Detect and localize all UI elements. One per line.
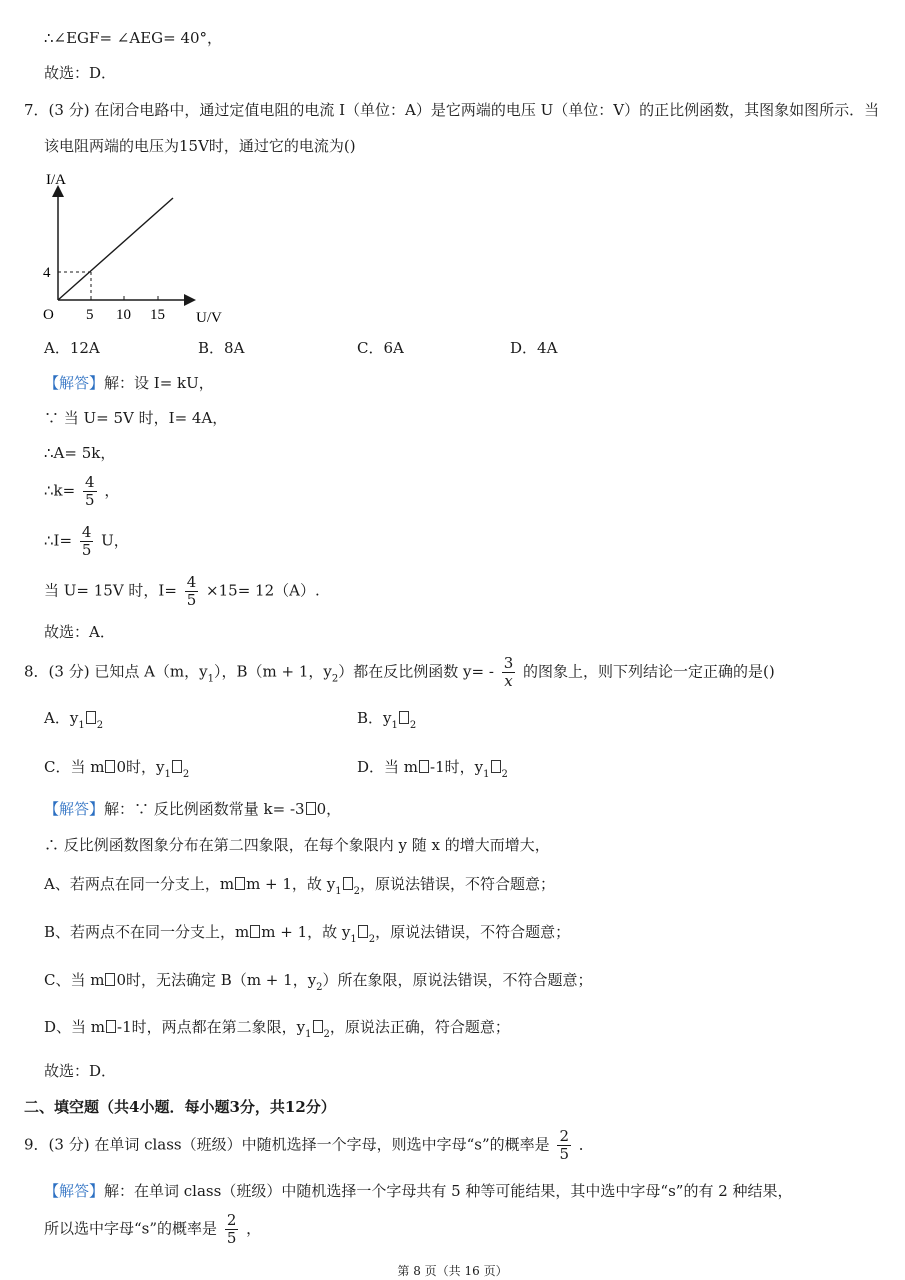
y-axis-label: I/A bbox=[46, 172, 66, 188]
q9-solution-line-2: 所以选中字母“s”的概率是 $\frac{2}{5}$ ， bbox=[44, 1211, 262, 1247]
angle-conclusion-line: ∴∠EGF= ∠AEG= 40°， bbox=[44, 29, 223, 47]
x-tick-label-10: 10 bbox=[116, 307, 131, 323]
q7-s6-suffix: ×15= 12（A）. bbox=[206, 581, 320, 600]
q7-solution-line-1 bbox=[44, 373, 214, 393]
q7-graph bbox=[38, 168, 238, 328]
q8-choice: 故选：D． bbox=[44, 1062, 117, 1080]
fraction: $\frac{4}{5}$ bbox=[186, 573, 197, 609]
fraction: $\frac{2}{5}$ bbox=[559, 1127, 569, 1163]
q7-option-c: C．6A bbox=[357, 339, 404, 357]
q8-solution-line-6: D、当 m -1时，两点都在第二象限，$y_1$ $_2$，原说法正确，符合题意； bbox=[44, 1018, 510, 1040]
q8-option-b: B．$y_1$ $_2$ bbox=[357, 709, 417, 731]
q7-solution-text-1: 解：设 I= kU， bbox=[104, 374, 214, 392]
q8-stem-part-2: ），B（m + 1，y bbox=[214, 662, 332, 681]
q7-stem-line-1: 7．(3 分) 在闭合电路中，通过定值电阻的电流 I（单位：A）是它两端的电压 U（单位：V）的正比例函数，其图象如图所示．当 bbox=[24, 101, 880, 119]
q7-s4-prefix: ∴k= bbox=[44, 481, 76, 500]
q7-option-d: D．4A bbox=[510, 339, 558, 357]
q8-option-c: C．当 m 0时，$y_1$ $_2$ bbox=[44, 758, 190, 780]
answer-tag: 【解答】 bbox=[44, 1182, 105, 1200]
q8-option-a: A．$y_1$ $_2$ bbox=[44, 709, 104, 731]
origin-label: O bbox=[43, 307, 54, 323]
q7-choice: 故选：A． bbox=[44, 623, 115, 641]
q8-option-d: D．当 m -1时，$y_1$ $_2$ bbox=[357, 758, 508, 780]
fraction: $\frac{3}{x}$ bbox=[503, 654, 514, 690]
q7-option-b: B．8A bbox=[198, 339, 245, 357]
answer-tag: 【解答】 bbox=[44, 374, 105, 392]
q8-stem: 8．(3 分) 已知点 A（m，$y_1$），B（m + 1，$y_2$）都在反比例函数 y= - $\frac{3}{x}$ 的图象上，则下列结论一定正确的是() bbox=[24, 654, 775, 690]
q8-stem-part-4: 的图象上，则下列结论一定正确的是() bbox=[523, 662, 775, 681]
x-axis-label: U/V bbox=[196, 310, 222, 326]
q7-solution-line-3: ∴A= 5k， bbox=[44, 444, 116, 462]
q7-solution-line-4 bbox=[44, 474, 119, 509]
q8-solution-line-4: B、若两点不在同一分支上，m m + 1，故 $y_1$ $_2$，原说法错误，不符合题意； bbox=[44, 923, 571, 945]
fraction: $\frac{2}{5}$ bbox=[226, 1211, 237, 1247]
q7-s6-prefix: 当 U= 15V 时，I= bbox=[44, 581, 177, 600]
q7-solution-line-2: ∵ 当 U= 5V 时，I= 4A， bbox=[44, 409, 228, 427]
q8-stem-part-1: 8．(3 分) 已知点 A（m，y bbox=[24, 662, 208, 681]
fraction: $\frac{4}{5}$ bbox=[84, 473, 95, 509]
q7-s5-prefix: ∴I= bbox=[44, 531, 73, 550]
q7-stem-line-2: 该电阻两端的电压为15V时，通过它的电流为() bbox=[44, 137, 356, 155]
q7-solution-line-5 bbox=[44, 524, 129, 559]
answer-tag: 【解答】 bbox=[44, 800, 105, 818]
q7-s4-suffix: ， bbox=[104, 481, 120, 500]
q7-option-a: A．12A bbox=[44, 339, 100, 357]
q8-solution-line-3: A、若两点在同一分支上，m m + 1，故 $y_1$ $_2$，原说法错误，不符合题意； bbox=[44, 875, 555, 897]
q7-s5-suffix: U， bbox=[101, 531, 129, 550]
q8-stem-part-3: ）都在反比例函数 y= - bbox=[338, 662, 494, 681]
q7-solution-line-6 bbox=[44, 574, 320, 609]
x-tick-label-5: 5 bbox=[86, 307, 94, 323]
q8-solution-line-5: C、当 m 0时，无法确定 B（m + 1，$y_2$）所在象限，原说法错误，不符合题意； bbox=[44, 971, 593, 993]
x-tick-label-15: 15 bbox=[150, 307, 165, 323]
q9-solution-line-1: 【解答】解：在单词 class（班级）中随机选择一个字母共有 5 种等可能结果，其中选中字母“s”的有 2 种结果， bbox=[44, 1182, 793, 1200]
q8-solution-line-2: ∴ 反比例函数图象分布在第二四象限，在每个象限内 y 随 x 的增大而增大， bbox=[44, 836, 550, 854]
section-title: 二、填空题（共4小题．每小题3分，共12分） bbox=[24, 1098, 336, 1116]
page-footer: 第 8 页（共 16 页） bbox=[397, 1264, 508, 1278]
q8-solution-line-1: 【解答】解：∵ 反比例函数常量 k= -3 0， bbox=[44, 800, 342, 818]
fraction: $\frac{4}{5}$ bbox=[81, 523, 92, 559]
previous-choice-line: 故选：D． bbox=[44, 64, 117, 82]
q9-stem: 9．(3 分) 在单词 class（班级）中随机选择一个字母，则选中字母“s”的概率是 $\frac{2}{5}$ ． bbox=[24, 1127, 594, 1163]
y-tick-label: 4 bbox=[43, 265, 51, 281]
proportional-line bbox=[58, 198, 173, 300]
